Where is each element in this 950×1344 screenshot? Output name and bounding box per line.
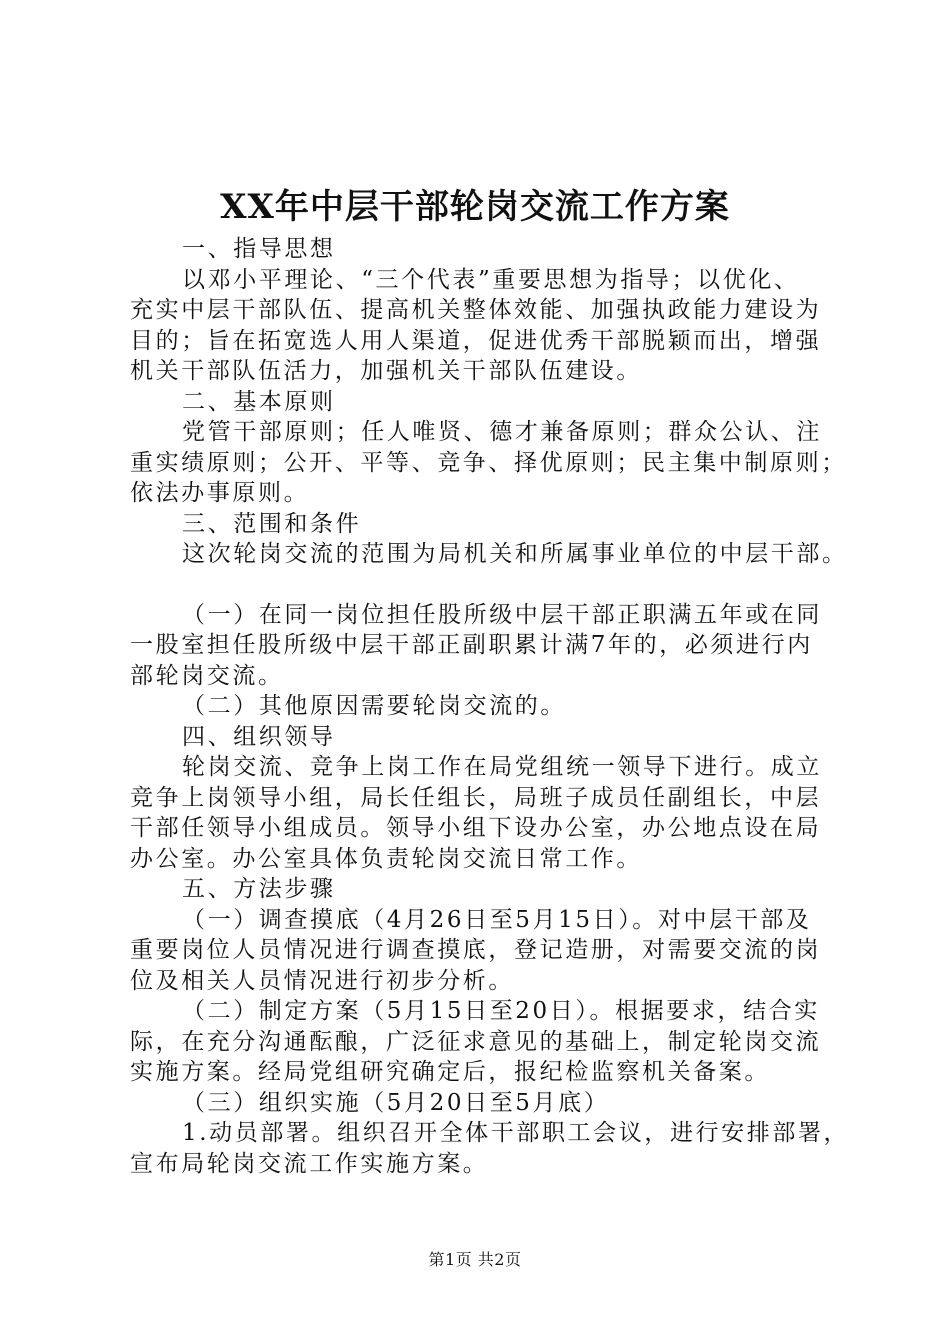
paragraph-line: 党管干部原则；任人唯贤、德才兼备原则；群众公认、注 — [182, 419, 822, 445]
paragraph-line: 以邓小平理论、“三个代表”重要思想为指导；以优化、 — [182, 266, 800, 293]
document-title: XX年中层干部轮岗交流工作方案 — [220, 187, 730, 227]
paragraph-gap — [130, 570, 850, 600]
paragraph-line: 竞争上岗领导小组，局长任组长，局班子成员任副组长，中层 — [130, 784, 822, 811]
paragraph-line: 依法办事原则。 — [130, 480, 310, 506]
paragraph-line: 这次轮岗交流的范围为局机关和所属事业单位的中层干部。 — [182, 541, 848, 567]
paragraph-line: （二）其他原因需要轮岗交流的。 — [182, 693, 566, 719]
paragraph-line: 实施方案。经局党组研究确定后，报纪检监察机关备案。 — [130, 1059, 770, 1085]
section-heading-methods-steps: 五、方法步骤 — [182, 876, 336, 902]
paragraph-line: 宣布局轮岗交流工作实施方案。 — [130, 1150, 489, 1177]
paragraph-line: 重实绩原则；公开、平等、竞争、择优原则；民主集中制原则； — [130, 449, 847, 476]
paragraph-line: 重要岗位人员情况进行调查摸底，登记造册，对需要交流的岗 — [130, 937, 822, 963]
section-heading-scope-and-conditions: 三、范围和条件 — [182, 510, 362, 537]
page-number-footer: 第1页 共2页 — [428, 1250, 522, 1269]
section-heading-basic-principles: 二、基本原则 — [182, 388, 336, 415]
paragraph-line: 一股室担任股所级中层干部正副职累计满7年的，必须进行内 — [130, 632, 813, 658]
paragraph-line: （一）在同一岗位担任股所级中层干部正职满五年或在同 — [182, 601, 822, 628]
paragraph-line: 办公室。办公室具体负责轮岗交流日常工作。 — [130, 845, 642, 872]
paragraph-line: （二）制定方案（5月15日至20日）。根据要求，结合实 — [182, 998, 820, 1024]
section-heading-guiding-ideology: 一、指导思想 — [182, 236, 336, 262]
paragraph-line: 际，在充分沟通酝酿，广泛征求意见的基础上，制定轮岗交流 — [130, 1028, 822, 1055]
document-body — [130, 234, 850, 1179]
paragraph-line: 目的；旨在拓宽选人用人渠道，促进优秀干部脱颖而出，增强 — [130, 327, 822, 354]
paragraph-line: 轮岗交流、竞争上岗工作在局党组统一领导下进行。成立 — [182, 754, 822, 780]
paragraph-line: 位及相关人员情况进行初步分析。 — [130, 967, 514, 994]
paragraph-line: 部轮岗交流。 — [130, 662, 284, 689]
paragraph-line: （一）调查摸底（4月26日至5月15日）。对中层干部及 — [182, 906, 812, 933]
paragraph-line: 充实中层干部队伍、提高机关整体效能、加强执政能力建设为 — [130, 297, 822, 323]
paragraph-line: 1.动员部署。组织召开全体干部职工会议，进行安排部署， — [182, 1120, 850, 1146]
paragraph-line: 机关干部队伍活力，加强机关干部队伍建设。 — [130, 358, 642, 384]
paragraph-line: （三）组织实施（5月20日至5月底） — [182, 1089, 610, 1116]
section-heading-organization: 四、组织领导 — [182, 723, 336, 750]
paragraph-line: 干部任领导小组成员。领导小组下设办公室，办公地点设在局 — [130, 815, 822, 841]
